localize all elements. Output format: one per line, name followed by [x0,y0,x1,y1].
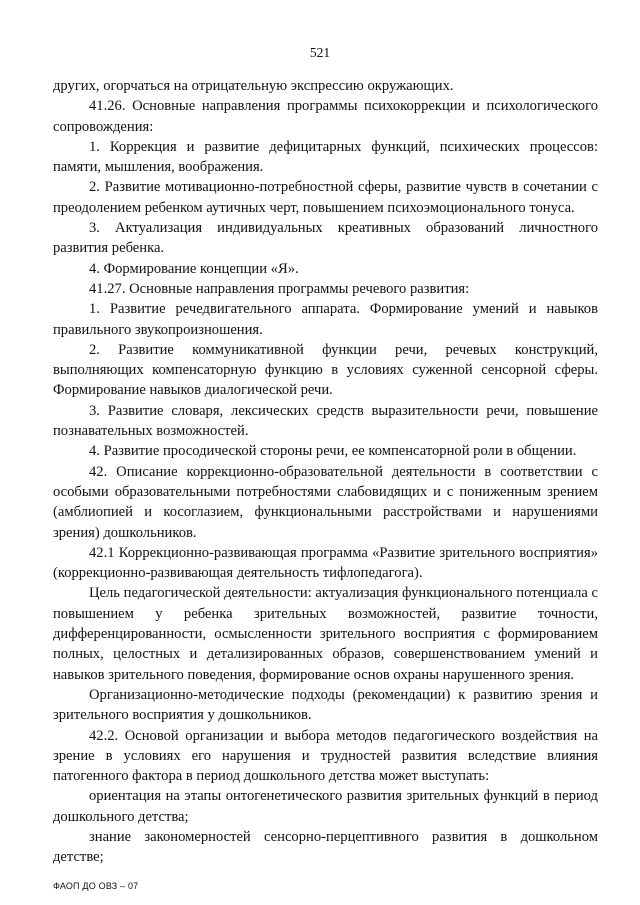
document-footer: ФАОП ДО ОВЗ – 07 [53,881,139,891]
list-item: 1. Развитие речедвигательного аппарата. Формирование умений и навыков правильного звукопроизношения. [53,301,598,338]
section-heading: 42. Описание коррекционно-образовательной деятельности в соответствии с особыми образовательными потребностями слабовидящих и с пониженным зрением (амблиопией и косоглазием, функциональными расстройствами и нарушениями зрения) дошкольников. [53,463,598,541]
paragraph: других, огорчаться на отрицательную экспрессию окружающих. [53,78,454,94]
paragraph: Организационно-методические подходы (рекомендации) к развитию зрения и зрительного восприятия у дошкольников. [53,686,598,724]
list-item: ориентация на этапы онтогенетического развития зрительных функций в период дошкольного детства; [53,788,598,825]
paragraph: 42.2. Основой организации и выбора методов педагогического воздействия на зрение в условиях его нарушения и трудностей развития вследствие влияния патогенного фактора в период дошкольного детства может выступать: [53,727,598,785]
section-heading: 41.26. Основные направления программы психокоррекции и психологического сопровождения: [53,98,598,135]
list-item: 2. Развитие мотивационно-потребностной сферы, развитие чувств в сочетании с преодолением ребенком аутичных черт, повышением психоэмоционального тонуса. [53,179,598,216]
list-item: 3. Развитие словаря, лексических средств выразительности речи, повышение познавательных возможностей. [53,402,598,440]
list-item: 3. Актуализация индивидуальных креативных образований личностного развития ребенка. [53,220,598,257]
list-item: 4. Развитие просодической стороны речи, ее компенсаторной роли в общении. [89,443,577,460]
document-body [53,76,598,868]
list-item: 4. Формирование концепции «Я». [89,260,299,277]
page-number: 521 [309,45,331,60]
paragraph: Цель педагогической деятельности: актуализация функционального потенциала с повышением у ребенка зрительных возможностей, развитие точности, дифференцированности, осмысленности зрительного восприятия с формированием полных, целостных и детализированных образов, совершенствованием умений и навыков зрительного поведения, формирование основ охраны нарушенного зрения. [53,585,598,683]
list-item: 2. Развитие коммуникативной функции речи, речевых конструкций, выполняющих компенсаторную функцию в условиях суженной сенсорной сферы. Формирование навыков диалогической речи. [53,341,598,399]
subsection-heading: 42.1 Коррекционно-развивающая программа «Развитие зрительного восприятия» (коррекционно-развивающая деятельность тифлопедагога). [53,544,598,582]
list-item: 1. Коррекция и развитие дефицитарных функций, психических процессов: памяти, мышления, воображения. [53,138,598,176]
section-heading: 41.27. Основные направления программы речевого развития: [89,280,470,297]
list-item: знание закономерностей сенсорно-перцептивного развития в дошкольном детстве; [53,828,598,866]
